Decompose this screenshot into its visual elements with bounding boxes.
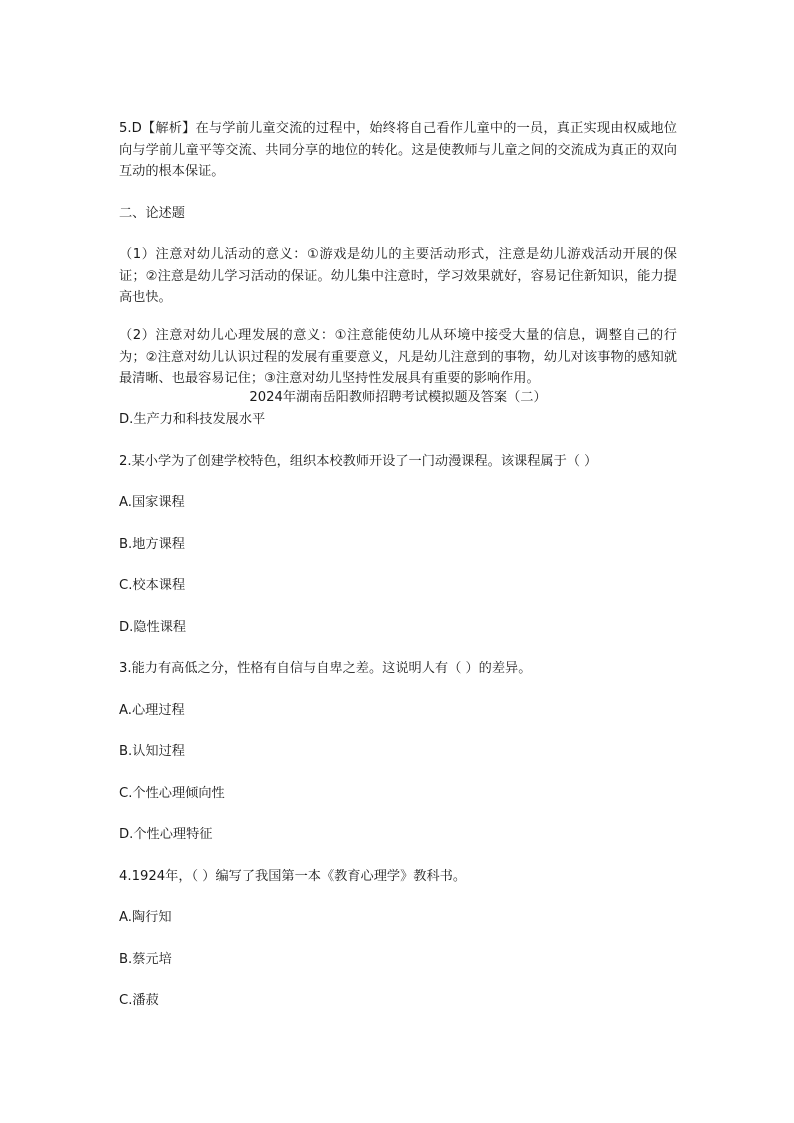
q3-option-b: B.认知过程 (119, 744, 185, 759)
q3-option-d: D.个性心理特征 (119, 827, 213, 842)
answer-5-explanation: 5.D【解析】在与学前儿童交流的过程中，始终将自己看作儿童中的一员，真正实现由权威地位向与学前儿童平等交流、共同分享的地位的转化。这是使教师与儿童之间的交流成为真正的双向互动的根本保证。 (119, 121, 677, 179)
essay-answer-part-1: （1）注意对幼儿活动的意义：①游戏是幼儿的主要活动形式，注意是幼儿游戏活动开展的保证；②注意是幼儿学习活动的保证。幼儿集中注意时，学习效果就好，容易记住新知识，能力提高也快。 (119, 247, 677, 305)
q4-option-a: A.陶行知 (119, 910, 172, 925)
q1-option-d: D.生产力和科技发展水平 (119, 412, 266, 427)
section-heading-essay: 二、论述题 (119, 206, 185, 221)
q4-option-b: B.蔡元培 (119, 952, 172, 967)
q2-option-a: A.国家课程 (119, 495, 185, 510)
essay-answer-part-2: （2）注意对幼儿心理发展的意义：①注意能使幼儿从环境中接受大量的信息，调整自己的行为；②注意对幼儿认识过程的发展有重要意义，凡是幼儿注意到的事物，幼儿对该事物的感知就最清晰、也最容易记住；③注意对幼儿坚持性发展具有重要的影响作用。 (119, 328, 677, 386)
q3-option-a: A.心理过程 (119, 703, 185, 718)
q3-option-c: C.个性心理倾向性 (119, 786, 225, 801)
q2-option-b: B.地方课程 (119, 537, 185, 552)
q2-option-c: C.校本课程 (119, 578, 186, 593)
document-title: 2024年湖南岳阳教师招聘考试模拟题及答案（二） (249, 390, 547, 405)
q2-stem: 2.某小学为了创建学校特色，组织本校教师开设了一门动漫课程。该课程属于（ ） (119, 454, 598, 469)
q2-option-d: D.隐性课程 (119, 620, 187, 635)
q4-option-c: C.潘菽 (119, 993, 159, 1008)
q3-stem: 3.能力有高低之分，性格有自信与自卑之差。这说明人有（ ）的差异。 (119, 661, 532, 676)
q4-stem: 4.1924年，（ ）编写了我国第一本《教育心理学》教科书。 (119, 869, 467, 884)
